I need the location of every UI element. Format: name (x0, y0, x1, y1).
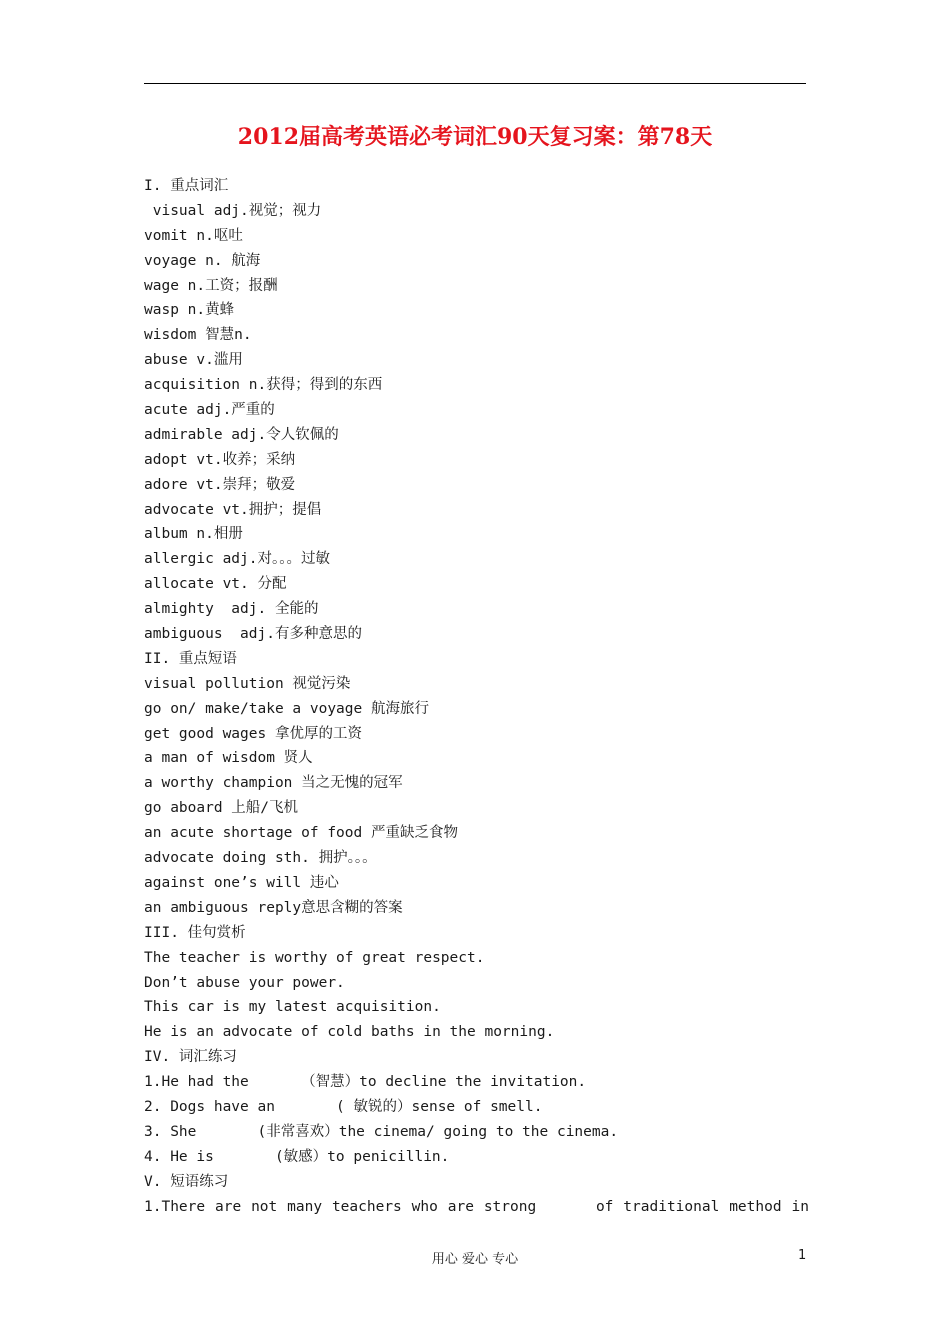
word: in (791, 1198, 809, 1215)
text-line: visual pollution 视觉污染 (144, 675, 351, 692)
text-line: acute adj.严重的 (144, 402, 275, 419)
word: not (251, 1198, 278, 1215)
text-lines (144, 174, 809, 1195)
text-line: admirable adj.令人钦佩的 (144, 426, 339, 443)
text-line: against one’s will 违心 (144, 874, 339, 891)
page-title: 2012届高考英语必考词汇90天复习案：第78天 (237, 124, 713, 150)
text-line: adopt vt.收养；采纳 (144, 451, 296, 468)
word: are (447, 1198, 474, 1215)
text-line: almighty adj. 全能的 (144, 601, 319, 618)
word: 1.There (144, 1198, 206, 1215)
word: teachers (331, 1198, 402, 1215)
text-line: advocate vt.拥护；提倡 (144, 501, 322, 518)
text-line: II. 重点短语 (144, 650, 237, 667)
text-line: abuse v.滥用 (144, 352, 243, 369)
word: method (729, 1198, 782, 1215)
text-line: The teacher is worthy of great respect. (144, 949, 485, 966)
text-line: a man of wisdom 贤人 (144, 750, 313, 767)
text-line: allocate vt. 分配 (144, 576, 287, 593)
text-line: 2. Dogs have an ( 敏锐的）sense of smell. (144, 1098, 543, 1115)
header-rule (144, 83, 806, 84)
page-footer: 用心 爱心 专心 (431, 1252, 519, 1267)
text-line: wasp n.黄蜂 (144, 302, 235, 319)
exercise-line-partial (144, 1195, 809, 1220)
text-line: III. 佳句赏析 (144, 924, 246, 941)
text-line: visual adj.视觉；视力 (144, 202, 322, 219)
word: are (214, 1198, 242, 1215)
text-line: advocate doing sth. 拥护。。。 (144, 850, 377, 867)
word: traditional (623, 1198, 720, 1215)
text-line: 3. She (非常喜欢）the cinema/ going to the cinema. (144, 1123, 619, 1140)
text-line: 1.He had the （智慧）to decline the invitation. (144, 1074, 587, 1091)
text-line: album n.相册 (144, 526, 243, 543)
text-line: go aboard 上船/飞机 (144, 800, 299, 817)
text-line: acquisition n.获得；得到的东西 (144, 377, 383, 394)
text-line: allergic adj.对。。。过敏 (144, 551, 330, 568)
page-number: 1 (798, 1248, 807, 1263)
text-line: an ambiguous reply意思含糊的答案 (144, 899, 403, 916)
text-line: voyage n. 航海 (144, 252, 261, 269)
word (546, 1195, 586, 1220)
text-line: IV. 词汇练习 (144, 1049, 237, 1066)
text-line: I. 重点词汇 (144, 178, 229, 194)
text-line: wisdom 智慧n. (144, 327, 252, 344)
word: strong (483, 1198, 537, 1215)
text-line: an acute shortage of food 严重缺乏食物 (144, 825, 458, 842)
text-line: get good wages 拿优厚的工资 (144, 725, 362, 742)
text-line: 4. He is (敏感）to penicillin. (144, 1148, 450, 1165)
text-line: V. 短语练习 (144, 1173, 229, 1190)
text-line: go on/ make/take a voyage 航海旅行 (144, 700, 429, 717)
text-line: He is an advocate of cold baths in the morning. (144, 1024, 555, 1041)
word: many (287, 1198, 323, 1215)
word: who (411, 1198, 438, 1215)
text-line: This car is my latest acquisition. (144, 999, 441, 1016)
word: of (595, 1198, 614, 1215)
text-line: wage n.工资；报酬 (144, 277, 278, 294)
text-line: vomit n.呕吐 (144, 227, 243, 244)
document-body (144, 174, 809, 1219)
text-line: ambiguous adj.有多种意思的 (144, 626, 362, 643)
text-line: Don’t abuse your power. (144, 974, 345, 991)
text-line: a worthy champion 当之无愧的冠军 (144, 775, 403, 792)
text-line: adore vt.崇拜；敬爱 (144, 476, 296, 493)
